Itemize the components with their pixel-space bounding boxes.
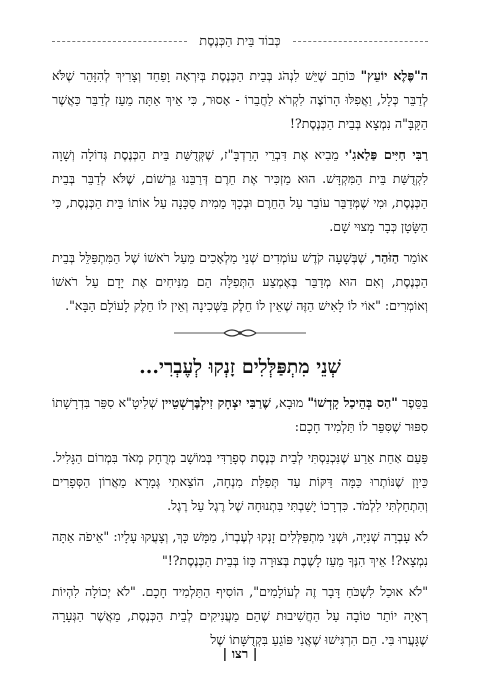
rabbi-name: שֶׁרַבִּי יִצְחָק זִילְבֶּרְשְׁטֵיין: [161, 395, 271, 410]
page-number: | רצו |: [222, 647, 258, 662]
page-body: [52, 64, 428, 659]
section-heading: שְׁנֵי מִתְפַּלְּלִים זָנְקוּ לְעֶבְרִי...: [139, 356, 341, 378]
paragraph-sefer: [52, 391, 428, 439]
paragraph-chaim-palagi: [52, 143, 428, 239]
running-head-title: כְּבוֹד בֵּית הַכְּנֶסֶת: [199, 34, 281, 49]
paragraph-text: שְׁלִיטָ"א סִפֵּר בִּדְרָשָׁתוֹ סִפּוּר שֶׁסִּפֵּר לוֹ תַּלְמִיד חָכָם:: [52, 395, 428, 434]
source-name: הַזֹּהַר: [374, 250, 400, 265]
paragraph-peleh-yoetz: [52, 64, 428, 136]
paragraph-text: , שֶׁבְּשָׁעָה קֹדֶשׁ עוֹמְדִים שְׁנֵי מַלְאָכִים מֵעַל רֹאשׁוֹ שֶׁל הַמִּתְפַּלֵּל בְּבֵית הַכְּנֶסֶת, וְאִם הוּא מְדַבֵּר בְּאֶמְצַע הַתְּפִלָּה הֵם מַנִּיחִים אֶת יָדָם עַל רֹאשׁוֹ וְאוֹמְרִים: "אוֹי לוֹ לָאִישׁ הַזֶּה שֶׁאֵין לוֹ חֵלֶק בַּשְּׁכִינָה וְאֵין לוֹ חֵלֶק לָעוֹלָם הַבָּא".: [52, 250, 428, 313]
source-name: ה"פֶּלֶא יוֹעֵץ": [360, 68, 428, 83]
paragraph-connector: מוּבָא,: [270, 395, 308, 410]
paragraph-story: פַּעַם אַחַת אֵרַע שֶׁנִּכְנַסְתִּי לְבֵית כְּנֶסֶת סְפָרַדִּי בְּמוֹשָׁב מְרֻחָק מְאֹד בִּמְרוֹם הַגָּלִיל. כֵּיוָן שֶׁנּוֹתְרוּ כַּמָּה דַּקּוֹת עַד תְּפִלַּת מִנְחָה, הוֹצֵאתִי גְּמָרָא מֵאֲרוֹן הַסְּפָרִים וְהִתְחַלְתִּי לִלְמֹד. כִּדְרָכוֹ יָשַׁבְתִּי בִּתְנוּחָה שֶׁל רֶגֶל עַל רֶגֶל.: [52, 450, 428, 513]
paragraph-rebuke: לֹא עָבְרָה שְׁנִיָּה, וּשְׁנֵי מִתְפַּלְּלִים זָנְקוּ לְעֶבְרוֹ, מַמָּשׁ כָּךְ, וְצָעֲקוּ עָלָיו: "אֵיפֹה אַתָּה נִמְצָא?! אֵיךְ הִנְּךָ מֵעֵז לָשֶׁבֶת בְּצוּרָה כָּזוֹ בְּבֵית הַכְּנֶסֶת?!": [52, 529, 428, 568]
paragraph-text: כּוֹתֵב שֶׁיֵּשׁ לִנְהֹג בְּבֵית הַכְּנֶסֶת בְּיִרְאָה וָפַחַד וְצָרִיךְ לְהִזָּהֵר שֶׁלֹּא לְדַבֵּר כְּלָל, וַאֲפִלּוּ הָרוֹצֶה לִקְרֹא לַחֲבֵרוֹ - אָסוּר, כִּי אֵיךְ אַתָּה מֵעֵז לְדַבֵּר כַּאֲשֶׁר הַקָּבָּ"ה נִמְצָא בְּבֵית הַכְּנֶסֶת?!: [52, 68, 428, 131]
paragraph-reflection: "לֹא אוּכַל לִשְׁכֹּחַ דָּבָר זֶה לְעוֹלָמִים", הוֹסִיף הַתַּלְמִיד חָכָם. "לֹא יְכוֹלָה לִהְיוֹת רְאָיָה יוֹתֵר טוֹבָה עַל הַחֲשִׁיבוּת שֶׁהֵם מַעֲנִיקִים לְבֵית הַכְּנֶסֶת, מֵאֲשֶׁר הַגְּעָרָה שֶׁגָּעֲרוּ בִּי. הֵם הִרְגִּישׁוּ שֶׁאֲנִי פּוֹגֵעַ בִּקְדֻשָּׁתוֹ שֶׁל: [52, 584, 428, 647]
running-head-rule-right: [293, 41, 428, 42]
book-title: "הַס בְּהֵיכַל קָדְשׁוֹ": [307, 395, 398, 410]
paragraph-text: מֵבִיא אֶת דִּבְרֵי הָרַדְבָּ"ז, שֶׁקְּדֻשַּׁת בֵּית הַכְּנֶסֶת גְּדוֹלָה וְשָׁוָה לִקְדֻשַּׁת בֵּית הַמִּקְדָּשׁ. הוּא מַזְכִּיר אֶת חֵרֶם דְּרַבֵּנוּ גֵּרְשׁוֹם, שֶׁלֹּא לְדַבֵּר בְּבֵית הַכְּנֶסֶת, וּמִי שֶׁמְּדַבֵּר עוֹבֵר עַל הַחֵרֶם וּבְכָךְ מֵמִית סַכָּנָה עַל אוֹתוֹ בֵּית הַכְּנֶסֶת, כִּי הַשָּׂטָן כְּבָר מָצוּי שָׁם.: [52, 147, 428, 234]
running-head-rule-left: [52, 41, 187, 42]
running-head: [52, 30, 428, 52]
source-name: רַבִּי חַיִּים פַּלַאגִ'י: [345, 147, 428, 162]
section-divider-ornament: [170, 325, 310, 341]
paragraph-prefix: בַּסֵּפֶר: [397, 395, 429, 410]
paragraph-zohar: [52, 246, 428, 318]
paragraph-prefix: אוֹמֵר: [399, 250, 429, 265]
